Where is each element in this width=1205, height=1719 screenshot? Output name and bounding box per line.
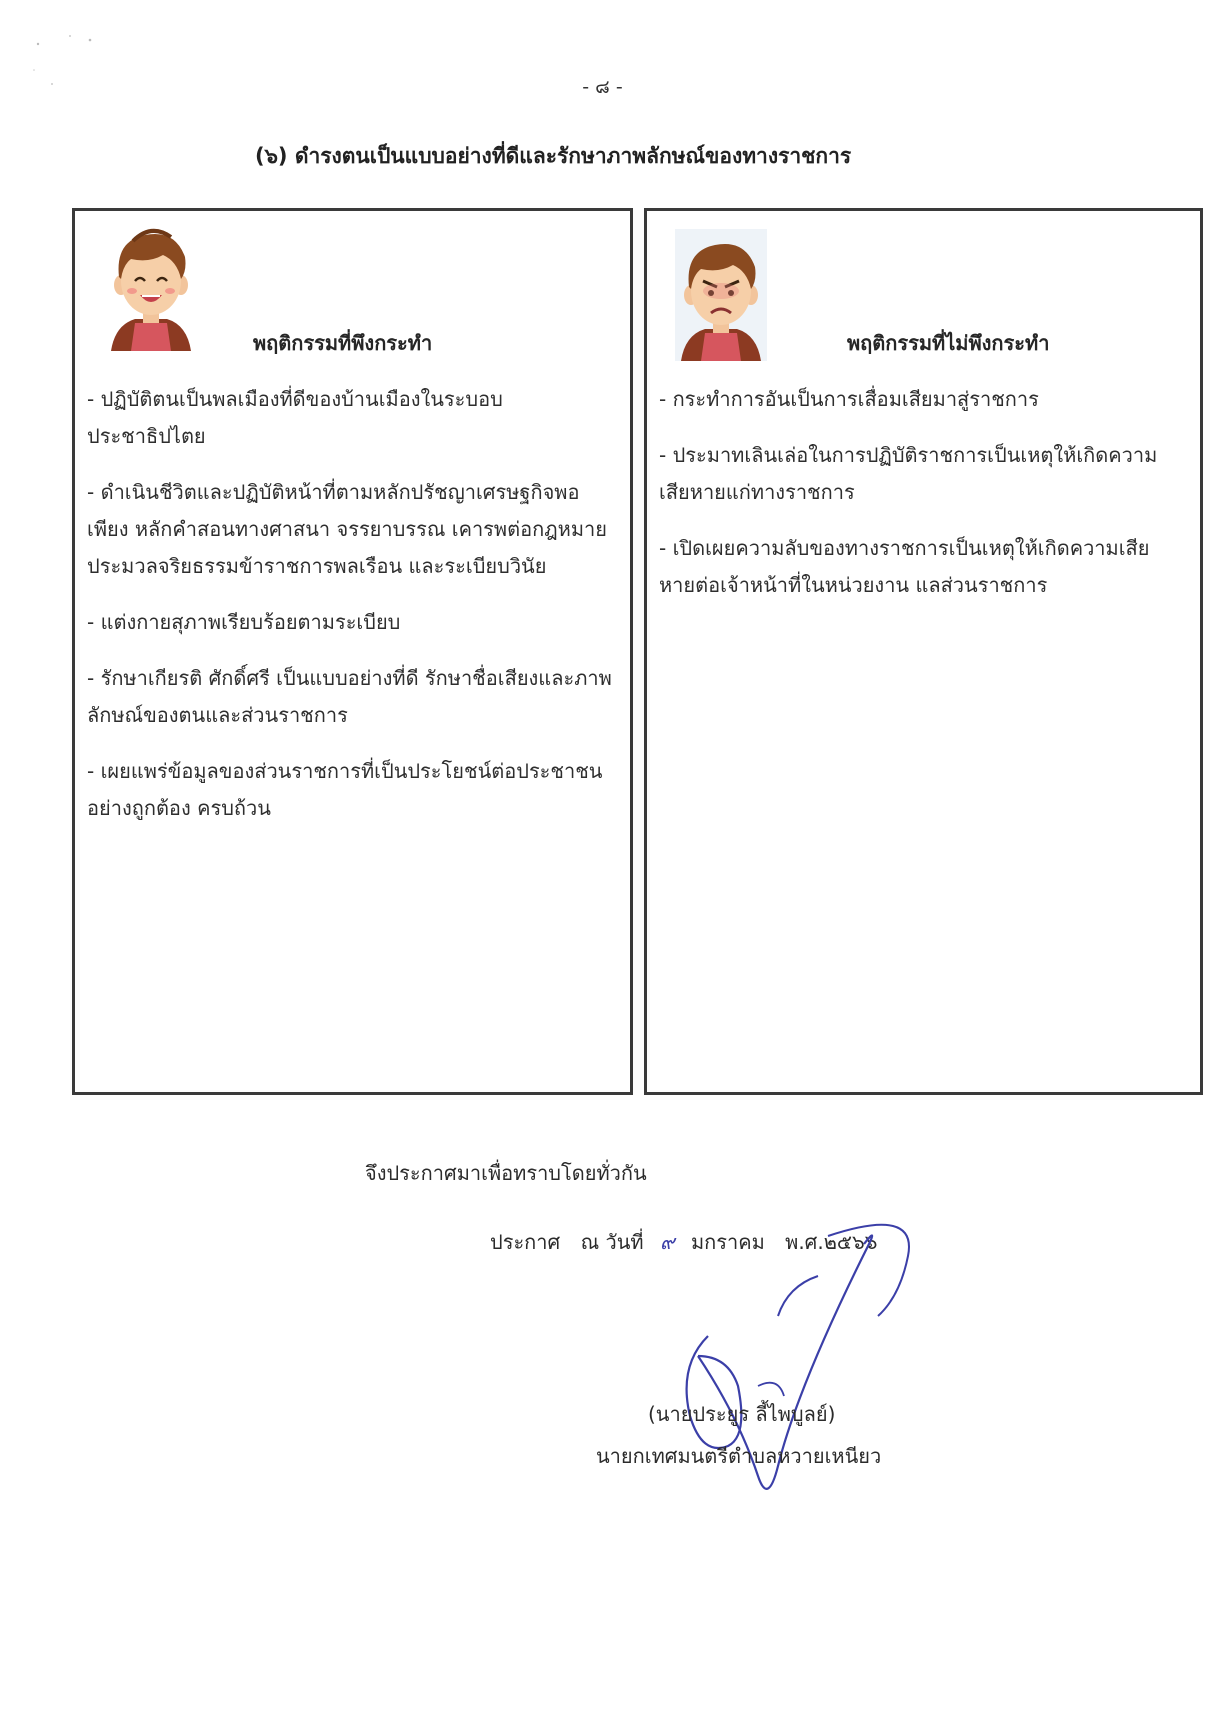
list-item: - แต่งกายสุภาพเรียบร้อยตามระเบียบ bbox=[87, 610, 401, 634]
dont-behaviors-box bbox=[644, 208, 1203, 1095]
section-title: (๖) ดำรงตนเป็นแบบอย่างที่ดีและรักษาภาพลักษณ์ของทางราชการ bbox=[255, 144, 852, 168]
date-prefix: ประกาศ bbox=[490, 1230, 561, 1254]
do-behaviors-heading: พฤติกรรมที่พึงกระทำ bbox=[253, 331, 433, 355]
list-item: - ดำเนินชีวิตและปฏิบัติหน้าที่ตามหลักปรัชญาเศรษฐกิจพอเพียง หลักคำสอนทางศาสนา จรรยาบรรณ เคารพต่อกฎหมาย ประมวลจริยธรรมข้าราชการพลเรือน และระเบียบวินัย bbox=[87, 480, 607, 578]
do-behaviors-list bbox=[87, 381, 612, 846]
signer-title: นายกเทศมนตรีตำบลหวายเหนียว bbox=[596, 1444, 882, 1468]
list-item: - ปฏิบัติตนเป็นพลเมืองที่ดีของบ้านเมืองในระบอบประชาธิปไตย bbox=[87, 387, 503, 448]
list-item: - รักษาเกียรติ ศักดิ์ศรี เป็นแบบอย่างที่ดี รักษาชื่อเสียงและภาพลักษณ์ของตนและส่วนราชการ bbox=[87, 666, 612, 727]
date-at: ณ วันที่ bbox=[580, 1230, 644, 1254]
date-year: ๒๕๖๖ bbox=[823, 1230, 878, 1254]
signer-name: (นายประยูร ลี้ไพบูลย์) bbox=[648, 1402, 836, 1426]
angry-boy-icon bbox=[675, 229, 767, 361]
announcement-text: จึงประกาศมาเพื่อทราบโดยทั่วกัน bbox=[365, 1161, 647, 1185]
date-era: พ.ศ. bbox=[785, 1230, 824, 1254]
dont-behaviors-heading: พฤติกรรมที่ไม่พึงกระทำ bbox=[847, 331, 1050, 355]
list-item: - ประมาทเลินเล่อในการปฏิบัติราชการเป็นเหตุให้เกิดความเสียหายแก่ทางราชการ bbox=[659, 443, 1158, 504]
dont-behaviors-list bbox=[659, 381, 1182, 623]
list-item: - กระทำการอันเป็นการเสื่อมเสียมาสู่ราชการ bbox=[659, 387, 1039, 411]
list-item: - เปิดเผยความลับของทางราชการเป็นเหตุให้เกิดความเสียหายต่อเจ้าหน้าที่ในหน่วยงาน แลส่วนราชการ bbox=[659, 536, 1150, 597]
date-month: มกราคม bbox=[690, 1230, 765, 1254]
list-item: - เผยแพร่ข้อมูลของส่วนราชการที่เป็นประโยชน์ต่อประชาชนอย่างถูกต้อง ครบถ้วน bbox=[87, 759, 603, 820]
page-number: - ๘ - bbox=[582, 76, 623, 98]
date-day: ๙ bbox=[659, 1230, 675, 1254]
do-behaviors-box bbox=[72, 208, 633, 1095]
smiling-boy-icon bbox=[105, 219, 197, 351]
